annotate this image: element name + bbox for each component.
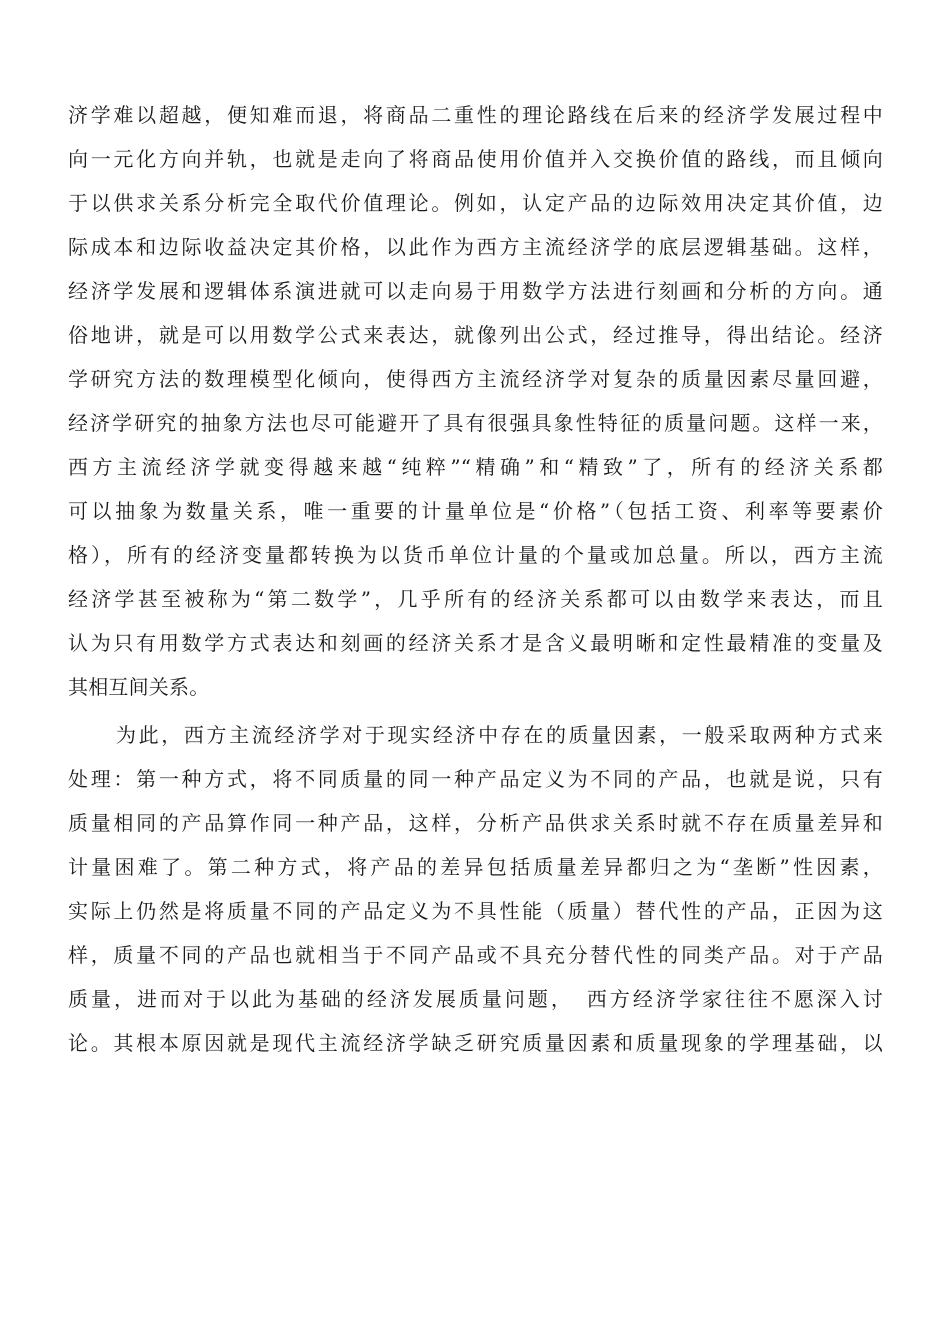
text-line: 计量困难了。第二种方式，将产品的差异包括质量差异都归之为“垄断”性因素， xyxy=(68,855,883,879)
text-line: 实际上仍然是将质量不同的产品定义为不具性能（质量）替代性的产品，正因为这 xyxy=(68,899,883,923)
text-line: 际成本和边际收益决定其价格，以此作为西方主流经济学的底层逻辑基础。这样， xyxy=(68,235,883,259)
text-line: 经济学发展和逻辑体系演进就可以走向易于用数学方法进行刻画和分析的方向。通 xyxy=(68,279,883,303)
text-line: 质量，进而对于以此为基础的经济发展质量问题， 西方经济学家往往不愿深入讨 xyxy=(68,987,883,1011)
text-line: 质量相同的产品算作同一种产品，这样，分析产品供求关系时就不存在质量差异和 xyxy=(68,811,883,835)
text-line: 论。其根本原因就是现代主流经济学缺乏研究质量因素和质量现象的学理基础，以 xyxy=(68,1031,883,1055)
text-line: 经济学研究的抽象方法也尽可能避开了具有很强具象性特征的质量问题。这样一来， xyxy=(68,411,883,435)
text-line: 可以抽象为数量关系，唯一重要的计量单位是“价格”（包括工资、利率等要素价 xyxy=(68,499,883,523)
text-line: 认为只有用数学方式表达和刻画的经济关系才是含义最明晰和定性最精准的变量及 xyxy=(68,631,883,655)
text-line: 于以供求关系分析完全取代价值理论。例如，认定产品的边际效用决定其价值，边 xyxy=(68,191,883,215)
text-line: 济学难以超越，便知难而退，将商品二重性的理论路线在后来的经济学发展过程中 xyxy=(68,103,883,127)
text-line: 学研究方法的数理模型化倾向，使得西方主流经济学对复杂的质量因素尽量回避， xyxy=(68,367,883,391)
text-line: 向一元化方向并轨，也就是走向了将商品使用价值并入交换价值的路线，而且倾向 xyxy=(68,147,883,171)
text-line: 西方主流经济学就变得越来越“纯粹”“精确”和“精致”了，所有的经济关系都 xyxy=(68,455,883,479)
text-line: 样，质量不同的产品也就相当于不同产品或不具充分替代性的同类产品。对于产品 xyxy=(68,943,883,967)
text-line: 经济学甚至被称为“第二数学”，几乎所有的经济关系都可以由数学来表达，而且 xyxy=(68,587,883,611)
text-line: 处理：第一种方式，将不同质量的同一种产品定义为不同的产品，也就是说，只有 xyxy=(68,767,883,791)
text-line: 格），所有的经济变量都转换为以货币单位计量的个量或加总量。所以，西方主流 xyxy=(68,543,883,567)
paragraph-first-line: 为此，西方主流经济学对于现实经济中存在的质量因素，一般采取两种方式来 xyxy=(116,723,883,747)
text-line: 其相互间关系。 xyxy=(68,675,210,699)
text-line: 俗地讲，就是可以用数学公式来表达，就像列出公式，经过推导，得出结论。经济 xyxy=(68,323,883,347)
